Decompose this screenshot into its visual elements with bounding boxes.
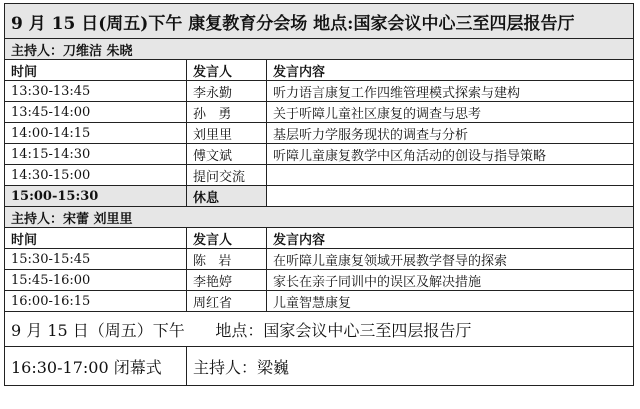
footer-location: 9 月 15 日（周五）下午 地点：国家会议中心三至四层报告厅 [5,312,634,347]
row-speaker: 周红省 [187,291,267,312]
row-speaker: 李艳婷 [187,270,267,291]
title-row [5,4,634,39]
table-row [5,102,634,123]
schedule-sheet [4,3,634,403]
row-content: 关于听障儿童社区康复的调查与思考 [267,102,634,123]
row-content: 听障儿童康复教学中区角活动的创设与指导策略 [267,144,634,165]
row-time: 14:00-14:15 [5,123,187,144]
row-time: 15:30-15:45 [5,249,187,270]
row-speaker: 提问交流 [187,165,267,186]
row-content: 基层听力学服务现状的调查与分析 [267,123,634,144]
break-label: 休息 [187,186,267,207]
closing-host: 主持人：梁巍 [187,347,634,386]
session1-host-row [5,39,634,60]
row-content: 儿童智慧康复 [267,291,634,312]
table-row [5,249,634,270]
header-content: 发言内容 [267,228,634,249]
break-time: 15:00-15:30 [5,186,187,207]
table-row [5,165,634,186]
row-speaker: 刘里里 [187,123,267,144]
row-content [267,165,634,186]
break-empty [267,186,634,207]
table-row [5,81,634,102]
table-row [5,291,634,312]
row-time: 15:45-16:00 [5,270,187,291]
row-content: 家长在亲子同训中的误区及解决措施 [267,270,634,291]
row-time: 13:30-13:45 [5,81,187,102]
row-content: 在听障儿童康复领域开展教学督导的探索 [267,249,634,270]
session2-header-row [5,228,634,249]
row-speaker: 李永勤 [187,81,267,102]
row-time: 13:45-14:00 [5,102,187,123]
row-time: 14:30-15:00 [5,165,187,186]
table-row [5,123,634,144]
session2-host-row [5,207,634,228]
table-row [5,144,634,165]
row-speaker: 傅文斌 [187,144,267,165]
row-speaker: 陈 岩 [187,249,267,270]
header-speaker: 发言人 [187,228,267,249]
schedule-title: 9 月 15 日(周五)下午 康复教育分会场 地点:国家会议中心三至四层报告厅 [5,4,634,39]
closing-time: 16:30-17:00 闭幕式 [5,347,187,386]
header-content: 发言内容 [267,60,634,81]
header-time: 时间 [5,60,187,81]
row-speaker: 孙 勇 [187,102,267,123]
session1-header-row [5,60,634,81]
header-time: 时间 [5,228,187,249]
footer-location-row [5,312,634,347]
table-row [5,270,634,291]
header-speaker: 发言人 [187,60,267,81]
closing-row [5,347,634,386]
session1-host: 主持人：刀维洁 朱晓 [5,39,634,60]
row-time: 14:15-14:30 [5,144,187,165]
session2-host: 主持人：宋蕾 刘里里 [5,207,634,228]
schedule-table [4,3,634,386]
break-row [5,186,634,207]
row-time: 16:00-16:15 [5,291,187,312]
row-content: 听力语言康复工作四维管理模式探索与建构 [267,81,634,102]
